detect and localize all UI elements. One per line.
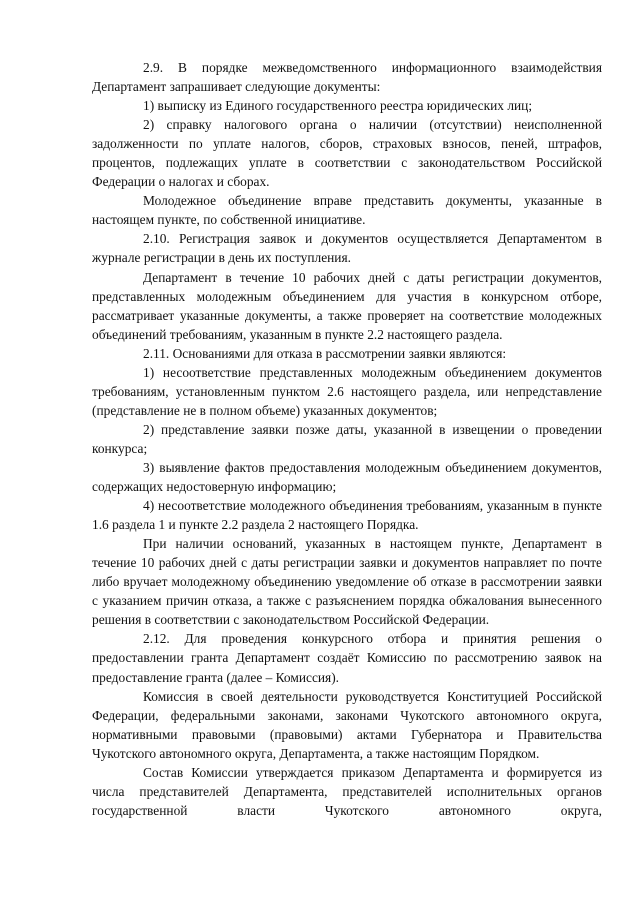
paragraph-2-11: 2.11. Основаниями для отказа в рассмотрении заявки являются:: [143, 345, 507, 361]
paragraph-2-12: 2.12. Для проведения конкурсного отбора и принятия решения о предоставлении гранта Департамент создаёт Комиссию по рассмотрению заявок на предоставление гранта (далее – Комиссия).: [92, 631, 602, 685]
paragraph-refusal-ground-1: 1) несоответствие представленных молодежным объединением документов требованиям, установленным пунктом 2.6 настоящего раздела, или непредставление (представление не в полном объеме) указанных документов;: [92, 364, 602, 418]
paragraph-refusal-ground-4: 4) несоответствие молодежного объединения требованиям, указанным в пункте 1.6 раздела 1 и пункте 2.2 раздела 2 настоящего Порядка.: [92, 498, 602, 533]
paragraph-refusal-ground-3: 3) выявление фактов предоставления молодежным объединением документов, содержащих недостоверную информацию;: [92, 459, 602, 495]
paragraph-2-9: 2.9. В порядке межведомственного информационного взаимодействия Департамент запрашивает следующие документы:: [92, 60, 602, 95]
paragraph-item-1-extract: 1) выписку из Единого государственного реестра юридических лиц;: [143, 98, 533, 114]
paragraph-department-review: Департамент в течение 10 рабочих дней с даты регистрации документов, представленных молодежным объединением для участия в конкурсном отборе, рассматривает указанные документы, а также проверяет на соответствие молодежных объединений требованиям, указанным в пункте 2.2 настоящего раздела.: [92, 269, 602, 342]
document-page: [92, 58, 602, 820]
paragraph-2-10: 2.10. Регистрация заявок и документов осуществляется Департаментом в журнале регистрации в день их поступления.: [92, 231, 602, 266]
paragraph-commission-guidance: Комиссия в своей деятельности руководствуется Конституцией Российской Федерации, федеральными законами, законами Чукотского автономного округа, нормативными правовыми (правовыми) актами Губернатора и Правительства Чукотского автономного округа, Департамента, а также настоящим Порядком.: [92, 688, 602, 761]
paragraph-own-initiative: Молодежное объединение вправе представить документы, указанные в настоящем пункте, по собственной инициативе.: [92, 193, 602, 228]
paragraph-refusal-ground-2: 2) представление заявки позже даты, указанной в извещении о проведении конкурса;: [92, 421, 602, 456]
paragraph-commission-composition: Состав Комиссии утверждается приказом Департамента и формируется из числа представителей Департамента, представителей исполнительных органов государственной власти Чукотского автономного округа,: [92, 764, 602, 818]
paragraph-refusal-notice: При наличии оснований, указанных в настоящем пункте, Департамент в течение 10 рабочих дней с даты регистрации заявки и документов направляет по почте либо вручает молодежному объединению уведомление об отказе в рассмотрении заявки с указанием причин отказа, а также с разъяснением порядка обжалования вынесенного решения в соответствии с законодательством Российской Федерации.: [92, 536, 602, 628]
paragraph-item-2-tax-certificate: 2) справку налогового органа о наличии (отсутствии) неисполненной задолженности по уплате налогов, сборов, страховых взносов, пеней, штрафов, процентов, подлежащих уплате в соответствии с законодательством Российской Федерации о налогах и сборах.: [92, 117, 602, 190]
